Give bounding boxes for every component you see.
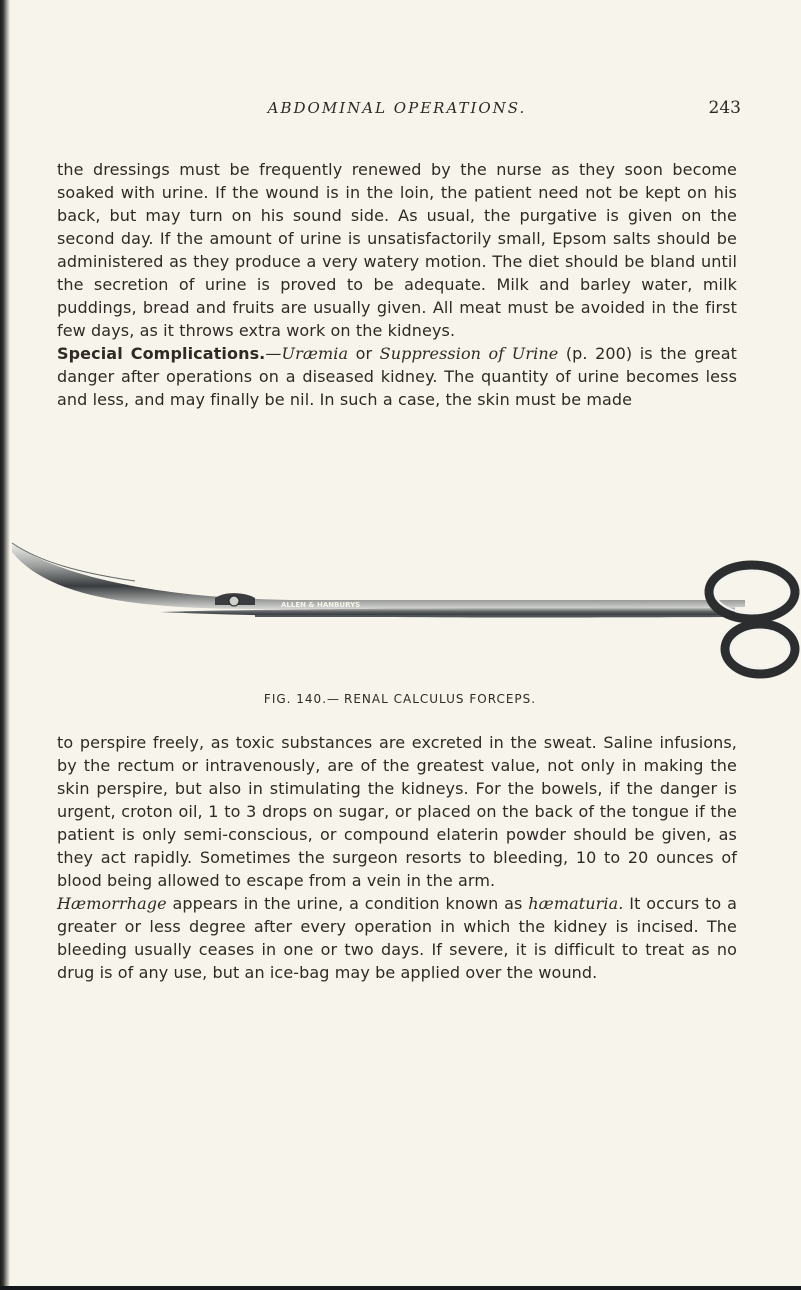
haemorrhage-text-2: It occurs to a greater or less degree after every operation in which the kidney is incised. The bleeding usually ceases in one or two days. If severe, it is difficult to treat as no drug is of any use, but an ice-bag may be applied over the wound. [57,894,737,982]
haematuria-term: hæmaturia. [528,894,624,913]
renal-calculus-forceps-figure [0,537,801,681]
special-complications-heading: Special Complications. [57,344,266,363]
maker-label: ALLEN & HANBURYS [281,601,361,609]
running-head: ABDOMINAL OPERATIONS. [267,99,527,117]
figure-title: RENAL CALCULUS FORCEPS. [344,692,537,706]
page-number: 243 [708,98,741,118]
forceps-illustration [0,537,801,681]
page-bottom-edge [0,1286,801,1290]
suppression-term: Suppression of Urine [379,344,559,363]
forceps-lower-ring [725,624,795,674]
forceps-upper-blade [12,543,745,609]
continued-special-complications-text: to perspire freely, as toxic substances are excreted in the sweat. Saline infusions, by the rectum or intravenously, are of the greatest value, not only in making the skin perspire, but also in stimulating the kidneys. For the bowels, if the danger is urgent, croton oil, 1 to 3 drops on sugar, or placed on the back of the tongue if the patient is only semi-conscious, or compound elaterin powder should be given, as they act rapidly. Sometimes the surgeon resorts to bleeding, 10 to 20 ounces of blood being allowed to escape from a vein in the arm. [57,733,737,890]
lower-text-block [57,731,737,984]
haemorrhage-paragraph [57,892,737,984]
special-complications-paragraph [57,342,737,411]
maker-mark [281,601,360,609]
heading-dash: — [265,344,282,363]
top-paragraph: the dressings must be frequently renewed by the nurse as they soon become soaked with urine. If the wound is in the loin, the patient need not be kept on his back, but may turn on his sound side. As usual, the purgative is given on the second day. If the amount of urine is unsatisfactorily small, Epsom salts should be administered as they produce a very watery motion. The diet should be bland until the secretion of urine is proved to be adequate. Milk and barley water, milk puddings, bread and fruits are usually given. All meat must be avoided in the first few days, as it throws extra work on the kidneys. [57,160,737,340]
special-complications-text: (p. 200) is the great danger after operations on a diseased kidney. The quantity of urine becomes less and less, and may finally be nil. In such a case, the skin must be made [57,344,738,409]
haemorrhage-text-1: appears in the urine, a condition known as [172,894,523,913]
uraemia-term: Uræmia [281,344,349,363]
figure-caption [57,692,743,706]
forceps-joint [215,593,255,606]
forceps-upper-ring [709,565,795,619]
haemorrhage-term: Hæmorrhage [57,894,167,913]
figure-number: FIG. 140. [263,692,328,706]
conjunction-or: or [355,344,373,363]
caption-dash: — [327,692,341,706]
upper-text-block [57,158,737,411]
